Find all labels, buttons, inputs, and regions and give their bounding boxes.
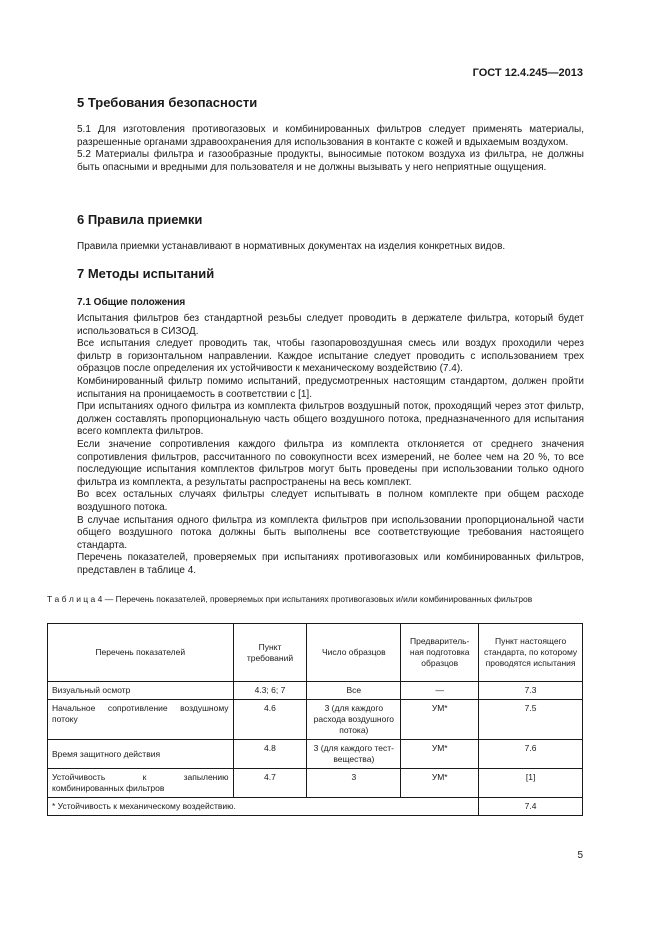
paragraph-6-1: Правила приемки устанавливают в нормативных документах на изделия конкретных видов.: [77, 241, 506, 252]
paragraph-7-1-d: При испытаниях одного фильтра из комплекта фильтров воздушный поток, проходящий через этот фильтр, должен составлять пропорциональную часть общего воздушного потока, предназначенного для испытания всего комплекта фильтров.: [77, 401, 584, 438]
table-footnote-ref: 7.4: [479, 798, 583, 816]
table-4: [47, 623, 583, 816]
header-indicators: Перечень показателей: [48, 624, 234, 682]
paragraph-7-1-f: Во всех остальных случаях фильтры следует испытывать в полном комплекте при общем расходе воздушного потока.: [77, 489, 584, 513]
paragraph-7-1-a: Испытания фильтров без стандартной резьбы следует проводить в держателе фильтра, который будет использоваться в СИЗОД.: [77, 313, 584, 337]
cell-sample-count: Все: [307, 682, 401, 700]
cell-preconditioning: УМ*: [401, 700, 479, 740]
paragraph-7-1-g: В случае испытания одного фильтра из комплекта фильтров при использовании пропорциональной части общего воздушного потока должны быть выполнены все соответствующие требования настоящего стандарта.: [77, 514, 584, 551]
header-requirements-clause: Пункт требований: [233, 624, 307, 682]
header-sample-count: Число образцов: [307, 624, 401, 682]
table-row: [48, 740, 583, 769]
section-7-title: 7 Методы испытаний: [77, 266, 215, 281]
cell-preconditioning: УМ*: [401, 740, 479, 769]
paragraph-7-1-b: Все испытания следует проводить так, чтобы газопаровоздушная смесь или воздух проходили через фильтр в горизонтальном направлении. Каждое испытание следует проводить с использованием трех образцов после определения их устойчивости к механическому воздействию (7.4).: [77, 338, 584, 375]
cell-sample-count: 3 (для каждого тест-вещества): [307, 740, 401, 769]
table-4-caption: [47, 593, 583, 605]
cell-requirements-clause: 4.3; 6; 7: [233, 682, 307, 700]
cell-sample-count: 3: [307, 769, 401, 798]
subsection-7-1-title: 7.1 Общие положения: [77, 297, 186, 308]
cell-requirements-clause: 4.8: [233, 740, 307, 769]
header-test-clause: Пункт настоящего стандарта, по которому проводятся испытания: [479, 624, 583, 682]
table-footnote: * Устойчивость к механическому воздействию.: [48, 798, 479, 816]
cell-preconditioning: УМ*: [401, 769, 479, 798]
section-6-title: 6 Правила приемки: [77, 212, 203, 227]
cell-indicator: Начальное сопротивление воздушному потоку: [48, 700, 234, 740]
section-5-title: 5 Требования безопасности: [77, 95, 258, 110]
table-footnote-row: [48, 798, 583, 816]
paragraph-7-1-e: Если значение сопротивления каждого фильтра из комплекта отклоняется от среднего значения сопротивления фильтров, рассчитанного по совокупности всех измерений, не более чем на 20 %, то все последующие испытания комплектов фильтров могут быть проведены при использовании только одного фильтра из комплекта, а результаты распространены на весь комплект.: [77, 438, 584, 488]
table-row: [48, 682, 583, 700]
paragraph-7-1-h: Перечень показателей, проверяемых при испытаниях противогазовых или комбинированных фильтров, представлен в таблице 4.: [77, 552, 584, 576]
paragraph-7-1-c: Комбинированный фильтр помимо испытаний, предусмотренных настоящим стандартом, должен пройти испытания на проницаемость в соответствии с [1].: [77, 375, 584, 400]
section-7-1-body: [77, 313, 584, 577]
cell-indicator: Визуальный осмотр: [48, 682, 234, 700]
paragraph-5-2: 5.2 Материалы фильтра и газообразные продукты, выносимые потоком воздуха из фильтра, не должны быть опасными и вредными для пользователя и не должны вызывать у него неприятные ощущения.: [77, 149, 584, 173]
section-5-body: [77, 124, 584, 174]
table-header-row: [48, 624, 583, 682]
document-header: ГОСТ 12.4.245—2013: [472, 67, 583, 79]
cell-preconditioning: —: [401, 682, 479, 700]
cell-test-clause: 7.6: [479, 740, 583, 769]
table-4-caption-label: Т а б л и ц а 4: [47, 594, 103, 604]
cell-indicator: Устойчивость к запылению комбинированных фильтров: [48, 769, 234, 798]
cell-test-clause: 7.5: [479, 700, 583, 740]
table-row: [48, 700, 583, 740]
section-6-body: [77, 241, 584, 254]
cell-sample-count: 3 (для каждого расхода воздушного потока): [307, 700, 401, 740]
cell-requirements-clause: 4.7: [233, 769, 307, 798]
cell-test-clause: [1]: [479, 769, 583, 798]
paragraph-5-1: 5.1 Для изготовления противогазовых и комбинированных фильтров следует применять материалы, разрешенные органами здравоохранения для использования в контакте с кожей и вдыхаемым воздухом.: [77, 124, 584, 148]
table-row: [48, 769, 583, 798]
header-preconditioning: Предваритель-ная подготовка образцов: [401, 624, 479, 682]
page-number: 5: [577, 850, 583, 861]
cell-requirements-clause: 4.6: [233, 700, 307, 740]
cell-test-clause: 7.3: [479, 682, 583, 700]
cell-indicator: Время защитного действия: [48, 740, 234, 769]
table-4-caption-text: — Перечень показателей, проверяемых при испытаниях противогазовых и/или комбинированных фильтров: [102, 594, 533, 604]
